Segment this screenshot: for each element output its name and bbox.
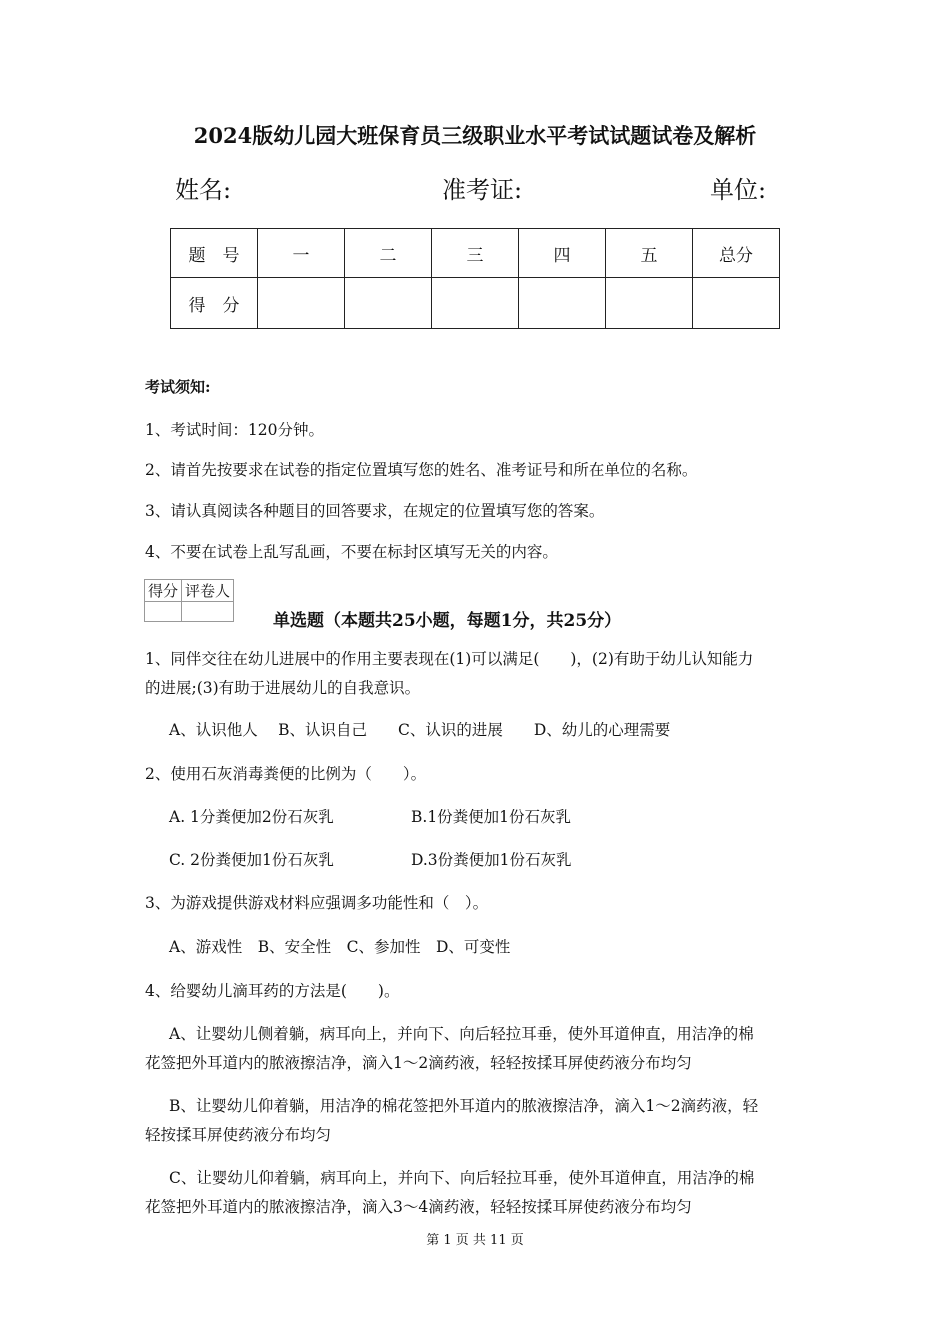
grader-box-grader-label: 评卷人 [182, 580, 234, 602]
question-4-option-a: A、让婴幼儿侧着躺，病耳向上，并向下、向后轻拉耳垂，使外耳道伸直，用洁净的棉 [169, 1025, 754, 1043]
score-entry-cell[interactable] [519, 278, 606, 329]
question-1-text: 1、同伴交往在幼儿进展中的作用主要表现在(1)可以满足( )，(2)有助于幼儿认知能力 [145, 650, 754, 668]
score-table-cell: 得 分 [171, 278, 258, 329]
page-title: 2024版幼儿园大班保育员三级职业水平考试试题试卷及解析 [193, 123, 757, 148]
score-entry-cell[interactable] [258, 278, 345, 329]
notice-item: 1、考试时间：120分钟。 [145, 421, 324, 439]
question-2-option-b: B.1份粪便加1份石灰乳 [411, 808, 572, 826]
score-table-score-row [171, 278, 780, 329]
question-4-option-c: C、让婴幼儿仰着躺，病耳向上，并向下、向后轻拉耳垂，使外耳道伸直，用洁净的棉 [169, 1169, 755, 1187]
question-2-text: 2、使用石灰消毒粪便的比例为（ ）。 [145, 765, 427, 783]
score-table-cell: 五 [606, 229, 693, 278]
score-entry-cell[interactable] [432, 278, 519, 329]
grader-box-grader-cell[interactable] [182, 602, 234, 622]
notice-item: 2、请首先按要求在试卷的指定位置填写您的姓名、准考证号和所在单位的名称。 [145, 461, 698, 479]
score-table-cell: 二 [345, 229, 432, 278]
page-footer: 第 1 页 共 11 页 [426, 1233, 524, 1248]
question-4-option-c-cont: 花签把外耳道内的脓液擦洁净，滴入3～4滴药液，轻轻按揉耳屏使药液分布均匀 [145, 1198, 692, 1216]
question-4-option-b: B、让婴幼儿仰着躺，用洁净的棉花签把外耳道内的脓液擦洁净，滴入1～2滴药液，轻 [169, 1097, 759, 1115]
question-3-options: A、游戏性 B、安全性 C、参加性 D、可变性 [169, 938, 511, 956]
grader-box-score-label: 得分 [145, 580, 182, 602]
score-table-cell: 三 [432, 229, 519, 278]
section-title: 单选题（本题共25小题，每题1分，共25分） [273, 611, 622, 631]
question-4-option-a-cont: 花签把外耳道内的脓液擦洁净，滴入1～2滴药液，轻轻按揉耳屏使药液分布均匀 [145, 1054, 692, 1072]
question-4-option-b-cont: 轻按揉耳屏使药液分布均匀 [145, 1126, 332, 1144]
score-table-cell: 题 号 [171, 229, 258, 278]
question-2-option-a: A. 1分粪便加2份石灰乳 [169, 808, 334, 826]
score-entry-cell[interactable] [606, 278, 693, 329]
name-field-label: 姓名: [175, 176, 232, 204]
score-table-cell: 四 [519, 229, 606, 278]
question-1-options: A、认识他人 B、认识自己 C、认识的进展 D、幼儿的心理需要 [169, 721, 671, 739]
notice-item: 4、不要在试卷上乱写乱画，不要在标封区填写无关的内容。 [145, 543, 558, 561]
score-table-cell: 总分 [693, 229, 780, 278]
question-2-option-d: D.3份粪便加1份石灰乳 [411, 851, 572, 869]
question-4-text: 4、给婴幼儿滴耳药的方法是( )。 [145, 982, 400, 1000]
question-2-option-c: C. 2份粪便加1份石灰乳 [169, 851, 334, 869]
grader-box [144, 579, 234, 622]
notice-item: 3、请认真阅读各种题目的回答要求，在规定的位置填写您的答案。 [145, 502, 605, 520]
unit-field-label: 单位: [710, 176, 767, 204]
question-3-text: 3、为游戏提供游戏材料应强调多功能性和（ ）。 [145, 894, 489, 912]
notice-heading: 考试须知: [145, 378, 211, 396]
score-table [170, 228, 780, 329]
score-table-header-row [171, 229, 780, 278]
score-entry-cell[interactable] [345, 278, 432, 329]
exam-number-field-label: 准考证: [442, 176, 523, 204]
score-table-cell: 一 [258, 229, 345, 278]
score-entry-cell[interactable] [693, 278, 780, 329]
grader-box-score-cell[interactable] [145, 602, 182, 622]
question-1-text-cont: 的进展;(3)有助于进展幼儿的自我意识。 [145, 679, 421, 697]
